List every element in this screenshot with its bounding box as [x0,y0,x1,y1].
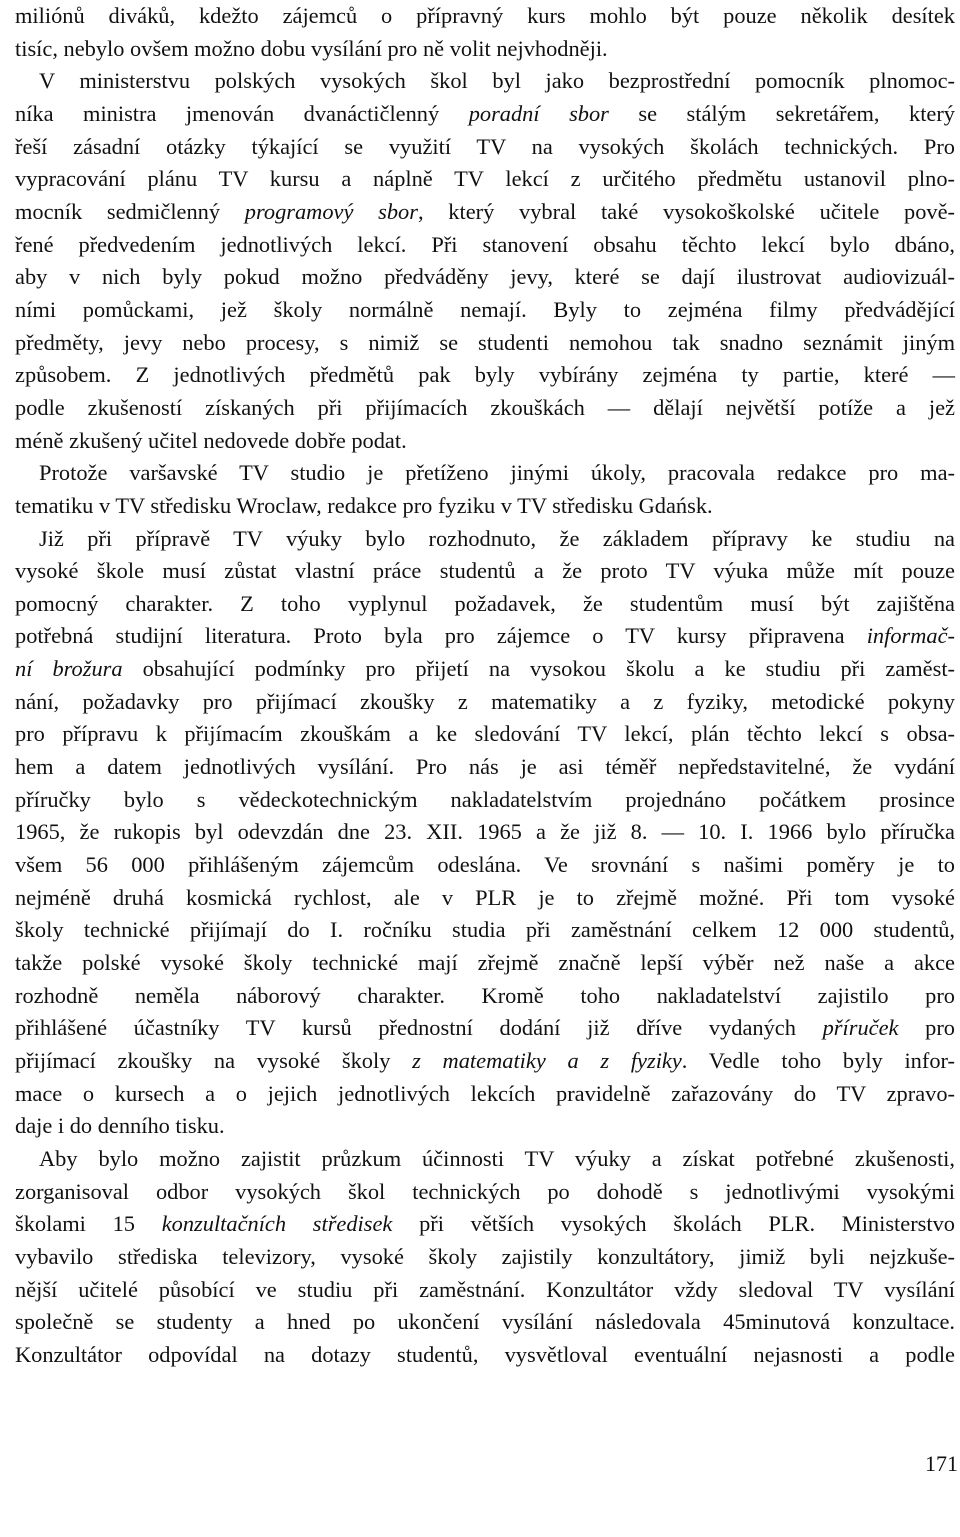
text-run: Protože varšavské TV studio je přetíženo jinými úkoly, pracovala redakce pro ma- [39,460,955,486]
text-run: nání, požadavky pro přijímací zkoušky z matematiky a z fyziky, metodické pokyny [15,688,955,714]
text-line [15,1241,955,1274]
text-run: společně se studenty a hned po ukončení vysílání následovala 45minutová konzultace. [15,1309,955,1335]
text-run: tematiku v TV středisku Wroclaw, redakce pro fyziku v TV středisku Gdańsk. [15,492,713,518]
text-run: zorganisoval odbor vysokých škol technických po dohodě s jednotlivými vysokými [15,1178,955,1204]
text-line [15,1110,955,1143]
text-line [15,751,955,784]
text-run: miliónů diváků, kdežto zájemců o přípravný kurs mohlo být pouze několik desítek [15,3,955,28]
text-run: vypracování plánu TV kursu a náplně TV lekcí z určitého předmětu ustanovil plno- [15,166,955,192]
text-run: rozhodně neměla náborový charakter. Kromě toho nakladatelství zajistilo pro [15,982,955,1008]
text-line [15,523,955,556]
text-line [15,359,955,392]
text-run: V ministerstvu polských vysokých škol byl jako bezprostřední pomocník plnomoc- [39,68,955,94]
text-run: aby v nich byly pokud možno předváděny jevy, které se dají ilustrovat audiovizuál- [15,264,955,290]
text-line [15,555,955,588]
text-line [15,294,955,327]
text-run: vybavilo střediska televizory, vysoké školy zajistily konzultátory, jimiž byli nejzkuše- [15,1243,955,1269]
text-line [15,914,955,947]
text-run: tisíc, nebylo ovšem možno dobu vysílání pro ně volit nejvhodněji. [15,35,608,61]
text-run: nejméně druhá kosmická rychlost, ale v PLR je to zřejmě možné. Při tom vysoké [15,884,955,910]
text-run: řené předvedením jednotlivých lekcí. Při stanovení obsahu těchto lekcí bylo dbáno, [15,231,955,257]
italic-text-run: informač- [866,623,955,649]
text-line [15,1143,955,1176]
text-line [15,490,955,523]
text-run: ními pomůckami, jež školy normálně nemají. Byly to zejména filmy předvádějící [15,296,955,322]
text-run: mocník sedmičlenný [15,198,245,224]
page-number: 171 [925,1451,958,1476]
text-run: takže polské vysoké školy technické mají zřejmě značně lepší výběr než naše a akce [15,950,955,976]
text-run: potřebná studijní literatura. Proto byla pro zájemce o TV kursy připravena [15,623,867,649]
text-line [15,947,955,980]
text-line [15,1208,955,1241]
italic-text-run: z matematiky a z fyziky [412,1048,682,1073]
text-run: při větších vysokých školách PLR. Ministerstvo [392,1211,955,1237]
italic-text-run: ní brožura [15,656,123,682]
text-run: se stálým sekretářem, který [608,100,956,126]
text-line [15,653,955,686]
text-run: 1965, že rukopis byl odevzdán dne 23. XII. 1965 a že již 8. — 10. I. 1966 bylo příručka [15,819,955,845]
text-run: Konzultátor odpovídal na dotazy studentů, vysvětloval eventuální nejasnosti a podle [15,1341,955,1367]
text-line [15,327,955,360]
text-line [15,457,955,490]
text-line [15,131,955,164]
text-run: Aby bylo možno zajistit průzkum účinnosti TV výuky a získat potřebné zkušenosti, [39,1145,955,1171]
text-run: hem a datem jednotlivých vysílání. Pro nás je asi téměř nepředstavitelné, že vydání [15,754,955,780]
text-line [15,980,955,1013]
text-line [15,425,955,458]
text-run: Již při přípravě TV výuky bylo rozhodnuto, že základem přípravy ke studiu na [39,525,955,551]
text-run: , který vybral také vysokoškolské učitele pově- [417,198,955,224]
text-line [15,1078,955,1111]
text-run: vysoké škole musí zůstat vlastní práce studentů a že proto TV výuka může mít pouze [15,558,955,584]
text-run: školami 15 [15,1211,162,1237]
text-run: všem 56 000 přihlášeným zájemcům odeslána. Ve srovnání s našimi poměry je to [15,852,955,878]
text-line [15,718,955,751]
text-line [15,0,955,33]
text-run: přijímací zkoušky na vysoké školy [15,1048,413,1073]
text-line [15,1045,955,1078]
text-run: mace o kursech a o jejich jednotlivých lekcích pravidelně zařazovány do TV zpravo- [15,1080,955,1106]
text-line [15,98,955,131]
text-run: daje i do denního tisku. [15,1113,225,1139]
text-run: školy technické přijímají do I. ročníku studia při zaměstnání celkem 12 000 studentů, [15,917,955,943]
text-line [15,392,955,425]
text-run: řeší zásadní otázky týkající se využití TV na vysokých školách technických. Pro [15,133,955,159]
text-run: níka ministra jmenován dvanáctičlenný [15,100,469,126]
body-text [15,0,955,1372]
text-run: pro přípravu k přijímacím zkouškám a ke sledování TV lekcí, plán těchto lekcí s obsa- [15,721,955,747]
text-line [15,1176,955,1209]
text-line [15,229,955,262]
italic-text-run: programový sbor [244,198,418,224]
text-line [15,849,955,882]
italic-text-run: konzultačních středisek [161,1211,393,1237]
text-line [15,784,955,817]
text-line [15,163,955,196]
text-line [15,1339,955,1372]
text-run: pro [898,1015,955,1041]
text-line [15,261,955,294]
text-run: pomocný charakter. Z toho vyplynul požadavek, že studentům musí být zajištěna [15,590,955,616]
text-line [15,686,955,719]
text-run: podle zkušeností získaných při přijímacích zkouškách — dělají největší potíže a jež [15,394,955,420]
text-line [15,1012,955,1045]
italic-text-run: příruček [822,1015,899,1041]
text-line [15,1306,955,1339]
text-run: způsobem. Z jednotlivých předmětů pak byly vybírány zejména ty partie, které — [15,362,955,388]
text-line [15,1274,955,1307]
text-line [15,65,955,98]
text-run: nější učitelé působící ve studiu při zaměstnání. Konzultátor vždy sledoval TV vysílání [15,1276,955,1302]
text-run: přihlášené účastníky TV kursů přednostní dodání již dříve vydaných [15,1015,823,1041]
text-line [15,882,955,915]
text-run: . Vedle toho byly infor- [681,1048,955,1073]
text-run: předměty, jevy nebo procesy, s nimiž se studenti nemohou tak snadno seznámit jiným [15,329,955,355]
text-line [15,33,955,66]
text-line [15,196,955,229]
text-line [15,588,955,621]
text-run: obsahující podmínky pro přijetí na vysokou školu a ke studiu při zaměst- [122,656,955,682]
text-run: příručky bylo s vědeckotechnickým nakladatelstvím projednáno počátkem prosince [15,786,955,812]
text-run: méně zkušený učitel nedovede dobře podat. [15,427,407,453]
italic-text-run: poradní sbor [468,100,609,126]
text-line [15,620,955,653]
text-line [15,816,955,849]
